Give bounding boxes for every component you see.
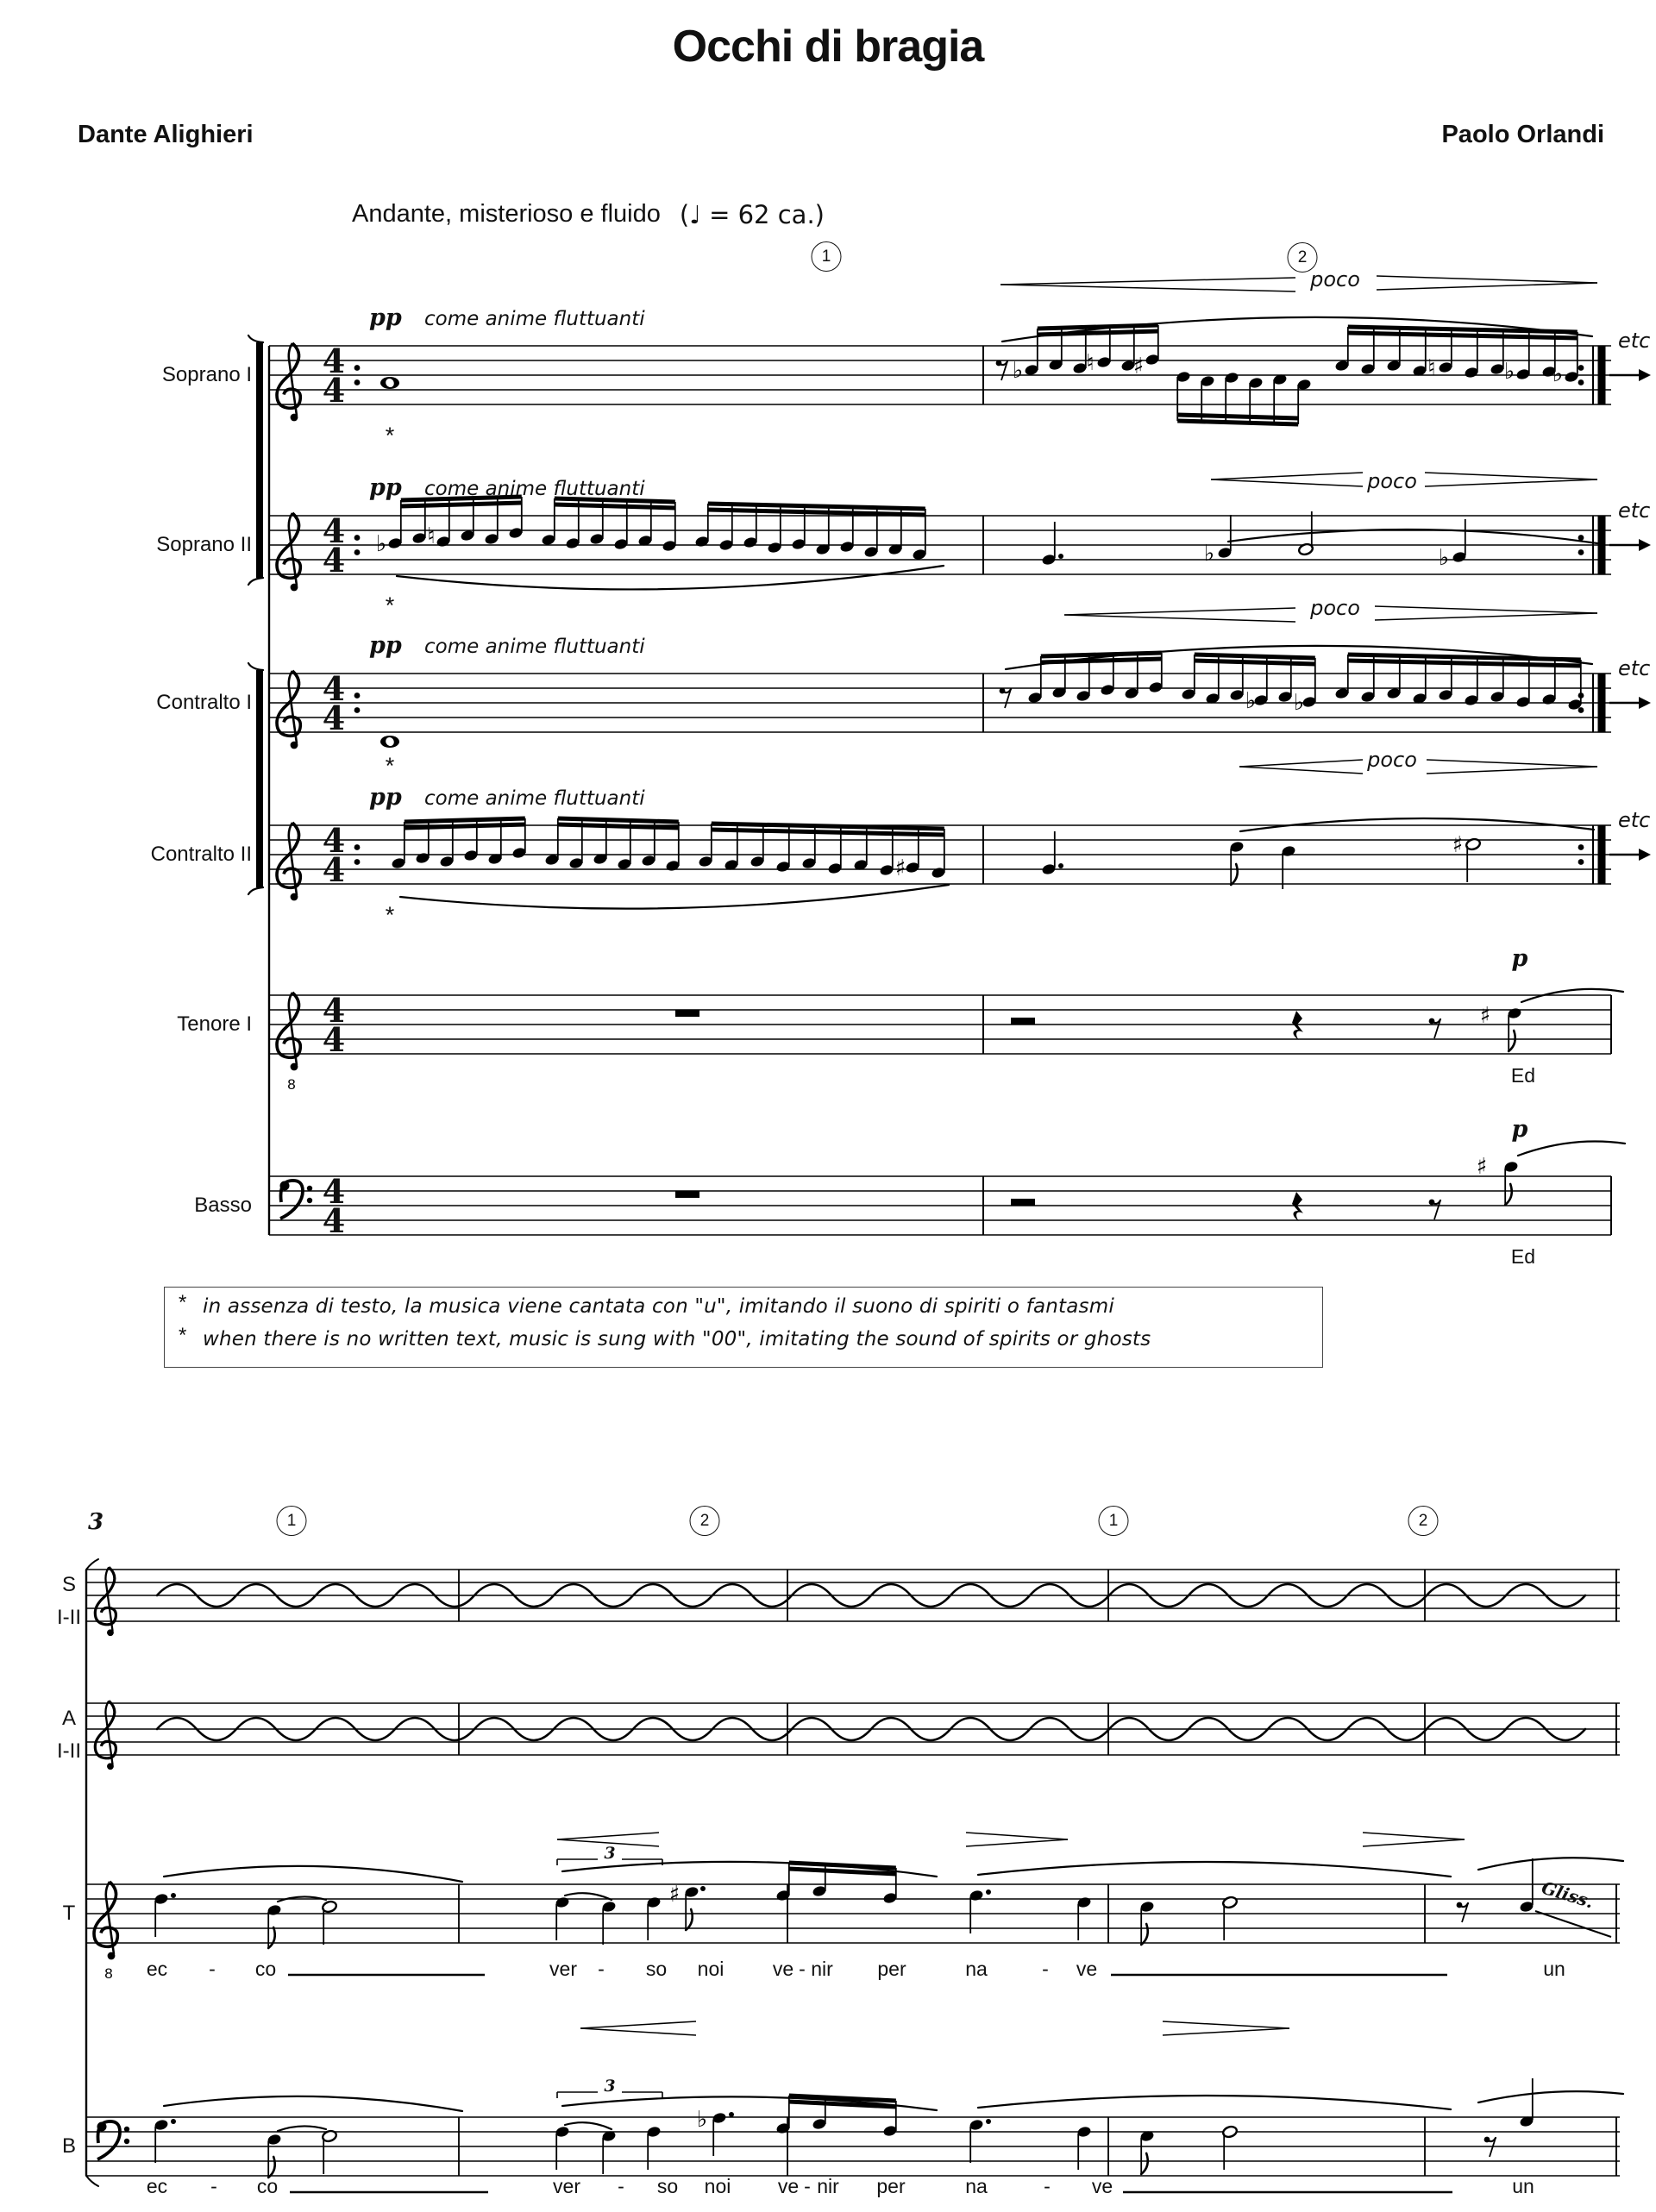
lyric-syllable: per xyxy=(876,2175,906,2197)
svg-text:♭: ♭ xyxy=(696,2107,708,2133)
glissando-label: Gliss. xyxy=(1539,1877,1596,1913)
svg-text:♭: ♭ xyxy=(375,531,387,557)
etc-marking: etc xyxy=(1618,808,1651,832)
expression-text: come anime fluttuanti xyxy=(424,478,645,500)
lyric-syllable: co xyxy=(256,2175,279,2197)
rehearsal-mark-2: 2 xyxy=(1408,1506,1439,1536)
etc-marking: etc xyxy=(1618,498,1651,523)
lyric-syllable: un xyxy=(1512,2175,1534,2197)
svg-text:♭: ♭ xyxy=(1503,359,1515,385)
dynamic-pp: pp xyxy=(369,474,402,501)
footnote-asterisk: * xyxy=(385,902,395,928)
footnote-marker: * xyxy=(179,1324,187,1347)
footnote-box xyxy=(164,1287,1323,1368)
metronome-marking: (♩ = 62 ca.) xyxy=(679,200,825,229)
svg-text:♮: ♮ xyxy=(1086,350,1095,376)
svg-text:♭: ♭ xyxy=(1012,358,1024,384)
tuplet-number: 3 xyxy=(604,2077,616,2096)
time-sig-bottom: 4 xyxy=(322,699,346,737)
etc-marking: etc xyxy=(1618,656,1651,680)
staff-label-soprano-1: Soprano I xyxy=(161,363,252,386)
lyric-syllable: nir xyxy=(817,2175,839,2197)
composer-name: Paolo Orlandi xyxy=(1441,121,1604,148)
time-sig-top: 4 xyxy=(322,821,346,860)
staff-label-contralto-2: Contralto II xyxy=(150,843,252,866)
svg-text:♯: ♯ xyxy=(894,855,906,881)
footnote-asterisk: * xyxy=(385,592,395,618)
footnote-asterisk: * xyxy=(385,423,395,448)
lyric-ed: Ed xyxy=(1510,1245,1536,1268)
svg-text:♯: ♯ xyxy=(668,1882,681,1908)
lyric-syllable: ec xyxy=(146,1958,168,1980)
lyric-syllable: un xyxy=(1543,1958,1565,1980)
svg-text:♭: ♭ xyxy=(1552,361,1564,387)
time-sig-top: 4 xyxy=(322,342,346,380)
lyric-syllable: co xyxy=(254,1958,277,1980)
time-sig-bottom: 4 xyxy=(322,850,346,889)
lyric-syllable: - xyxy=(799,1958,806,1980)
time-sig-top: 4 xyxy=(322,511,346,550)
lyric-syllable: - xyxy=(804,2175,811,2197)
lyric-syllable: so xyxy=(645,1958,668,1980)
time-sig-bottom: 4 xyxy=(322,371,346,410)
dynamic-pp: pp xyxy=(369,304,402,331)
tempo-text: Andante, misterioso e fluido xyxy=(352,200,661,228)
dynamic-pp: pp xyxy=(369,632,402,659)
lyric-syllable: - xyxy=(209,1958,216,1980)
staff-label-tenore-1: Tenore I xyxy=(177,1012,252,1036)
lyric-ed: Ed xyxy=(1510,1064,1536,1087)
rehearsal-mark-2: 2 xyxy=(690,1506,720,1536)
rehearsal-mark-1: 1 xyxy=(277,1506,307,1536)
staff-label-a2: I-II xyxy=(57,1739,81,1763)
lyric-syllable: noi xyxy=(697,1958,724,1980)
svg-text:♭: ♭ xyxy=(1438,545,1450,571)
lyric-syllable: ve xyxy=(772,1958,794,1980)
etc-marking: etc xyxy=(1618,329,1651,353)
staff-label-s2: I-II xyxy=(57,1606,81,1629)
svg-text:♭: ♭ xyxy=(1203,541,1215,567)
rehearsal-mark-1: 1 xyxy=(1099,1506,1129,1536)
svg-text:♯: ♯ xyxy=(1479,1003,1491,1029)
lyric-syllable: - xyxy=(210,2175,217,2197)
staff-label-contralto-1: Contralto I xyxy=(156,691,252,714)
footnote-italian: in assenza di testo, la musica viene cantata con "u", imitando il suono di spiriti o fantasmi xyxy=(203,1295,1114,1318)
svg-text:♮: ♮ xyxy=(427,523,436,549)
dynamic-pp: pp xyxy=(369,784,402,811)
measure-number: 3 xyxy=(88,1509,104,1535)
footnote-asterisk: * xyxy=(385,753,395,779)
dynamic-p: p xyxy=(1511,945,1528,972)
tuplet-number: 3 xyxy=(604,1844,616,1863)
staff-label-b: B xyxy=(61,2134,77,2158)
lyric-syllable: ve xyxy=(1076,1958,1098,1980)
lyric-syllable: na xyxy=(965,1958,988,1980)
staff-label-soprano-2: Soprano II xyxy=(156,533,252,556)
svg-text:♯: ♯ xyxy=(1476,1154,1488,1180)
svg-text:8: 8 xyxy=(287,1076,296,1093)
svg-text:♭: ♭ xyxy=(1293,690,1305,716)
svg-text:♭: ♭ xyxy=(1245,688,1257,714)
dynamic-p: p xyxy=(1511,1116,1528,1143)
poco-text: poco xyxy=(1310,267,1360,291)
expression-text: come anime fluttuanti xyxy=(424,308,645,330)
svg-text:♮: ♮ xyxy=(1427,355,1436,381)
footnote-marker: * xyxy=(179,1291,187,1314)
lyric-syllable: noi xyxy=(704,2175,731,2197)
lyric-syllable: - xyxy=(1042,1958,1049,1980)
expression-text: come anime fluttuanti xyxy=(424,787,645,810)
poet-name: Dante Alighieri xyxy=(78,121,254,148)
lyric-syllable: ver xyxy=(549,1958,577,1980)
staff-label-s: S xyxy=(61,1573,77,1596)
time-sig-top: 4 xyxy=(322,1172,346,1211)
lyric-syllable: ver xyxy=(553,2175,580,2197)
time-sig-top: 4 xyxy=(322,669,346,708)
expression-text: come anime fluttuanti xyxy=(424,636,645,658)
time-sig-bottom: 4 xyxy=(322,541,346,580)
lyric-syllable: ve xyxy=(1091,2175,1113,2197)
footnote-english: when there is no written text, music is sung with "00", imitating the sound of spirits or ghosts xyxy=(203,1328,1151,1350)
page-title: Occhi di bragia xyxy=(672,22,984,72)
poco-text: poco xyxy=(1367,748,1417,772)
lyric-syllable: so xyxy=(656,2175,679,2197)
poco-text: poco xyxy=(1310,596,1360,620)
lyric-syllable: ec xyxy=(146,2175,168,2197)
staff-label-t: T xyxy=(62,1902,76,1925)
lyric-syllable: na xyxy=(965,2175,988,2197)
lyric-syllable: - xyxy=(598,1958,605,1980)
staff-label-basso: Basso xyxy=(194,1194,252,1217)
lyric-syllable: ve xyxy=(777,2175,800,2197)
lyric-syllable: nir xyxy=(811,1958,833,1980)
tempo-marking xyxy=(352,200,825,229)
lyric-syllable: per xyxy=(877,1958,906,1980)
poco-text: poco xyxy=(1367,469,1417,493)
time-sig-bottom: 4 xyxy=(322,1201,346,1240)
svg-text:♯: ♯ xyxy=(1452,832,1464,858)
rehearsal-mark-1: 1 xyxy=(812,241,842,272)
rehearsal-mark-2: 2 xyxy=(1288,242,1318,273)
time-sig-top: 4 xyxy=(322,991,346,1030)
time-sig-bottom: 4 xyxy=(322,1020,346,1059)
staff-label-a: A xyxy=(61,1707,77,1730)
svg-text:♯: ♯ xyxy=(1132,354,1145,379)
svg-text:8: 8 xyxy=(104,1965,113,1982)
lyric-syllable: - xyxy=(618,2175,624,2197)
lyric-syllable: - xyxy=(1044,2175,1051,2197)
